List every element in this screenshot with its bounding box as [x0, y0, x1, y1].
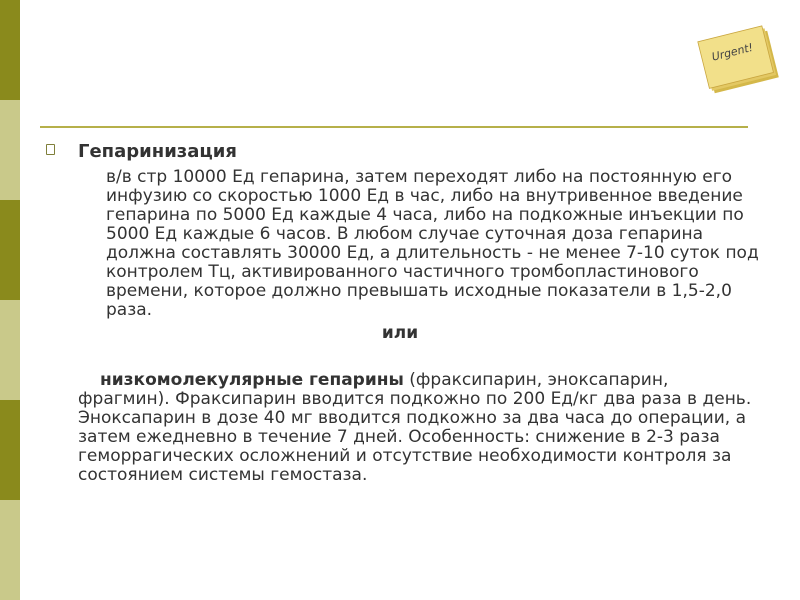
lmwh-lead: низкомолекулярные гепарины	[100, 370, 404, 390]
heparinization-paragraph	[78, 168, 760, 320]
accent-segment-dark	[0, 0, 20, 100]
title-divider	[40, 126, 748, 128]
left-accent-bar	[0, 0, 20, 600]
bullet-heading-row	[40, 140, 760, 164]
lmwh-paragraph	[78, 371, 760, 485]
accent-segment-dark	[0, 200, 20, 300]
separator-word: или	[381, 323, 419, 343]
sticky-note-text: Urgent!	[710, 40, 755, 64]
accent-segment-light	[0, 500, 20, 600]
slide-content	[40, 140, 760, 485]
section-heading: Гепаринизация	[78, 141, 237, 162]
lmwh-text: (фраксипарин, эноксапарин, фрагмин). Фраксипарин вводится подкожно по 200 Ед/кг два раза в день. Эноксапарин в дозе 40 мг вводится подкожно за два часа до операции, а затем ежедневно в течение 7 дней. Особенность: снижение в 2-3 раза геморрагических осложнений и отсутствие необходимости контроля за состоянием системы гемостаза.	[78, 370, 752, 485]
urgent-sticky-note-icon	[690, 8, 790, 100]
bullet-icon	[46, 144, 55, 155]
accent-segment-dark	[0, 400, 20, 500]
paragraph-text: в/в стр 10000 Ед гепарина, затем переходят либо на постоянную его инфузию со скоростью 1000 Ед в час, либо на внутривенное введение гепарина по 5000 Ед каждые 4 часа, либо на подкожные инъекции по 5000 Ед каждые 6 часов. В любом случае суточная доза гепарина должна составлять 30000 Ед, а длительность - не менее 7-10 суток под контролем Тц, активированного частичного тромбопластинового времени, которое должно превышать исходные показатели в 1,5-2,0 раза.	[106, 167, 759, 320]
accent-segment-light	[0, 100, 20, 200]
accent-segment-light	[0, 300, 20, 400]
